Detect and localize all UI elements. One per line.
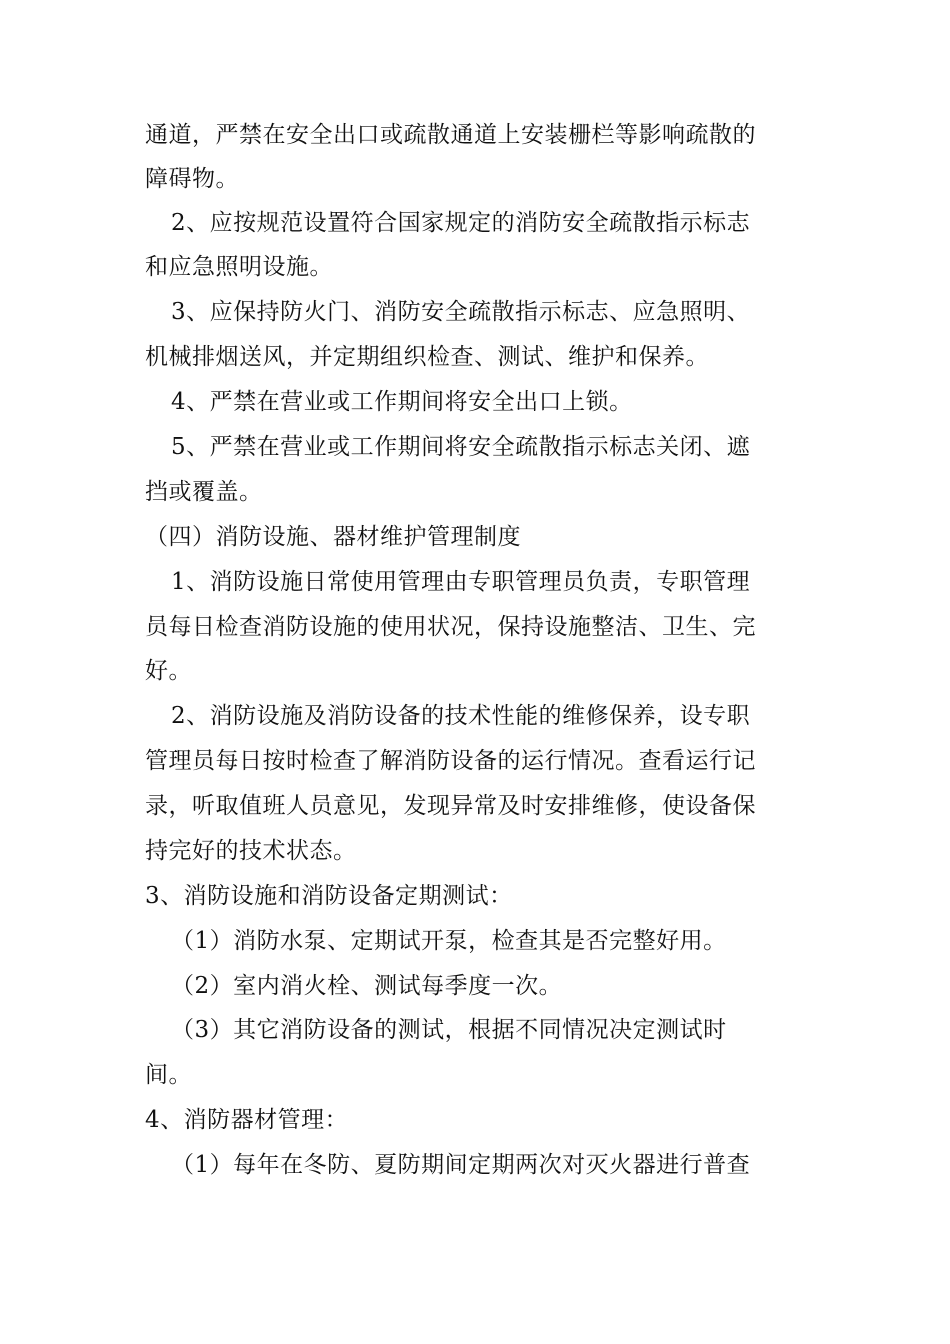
text-line: 录，听取值班人员意见，发现异常及时安排维修，使设备保 [145, 793, 756, 819]
text-line: 3、消防设施和消防设备定期测试： [145, 883, 513, 909]
text-line: 障碍物。 [145, 166, 239, 192]
text-line: （3）其它消防设备的测试，根据不同情况决定测试时 [171, 1017, 727, 1043]
text-line: 间。 [145, 1062, 192, 1088]
text-line: （2）室内消火栓、测试每季度一次。 [171, 973, 563, 999]
text-line: 4、严禁在营业或工作期间将安全出口上锁。 [171, 389, 633, 415]
text-line: 通道，严禁在安全出口或疏散通道上安装栅栏等影响疏散的 [145, 122, 756, 148]
text-line: 2、消防设施及消防设备的技术性能的维修保养，设专职 [171, 703, 751, 729]
text-line: 1、消防设施日常使用管理由专职管理员负责，专职管理 [171, 569, 751, 595]
text-line: 管理员每日按时检查了解消防设备的运行情况。查看运行记 [145, 748, 756, 774]
text-line: （1）每年在冬防、夏防期间定期两次对灭火器进行普查 [171, 1152, 751, 1178]
text-line: 3、应保持防火门、消防安全疏散指示标志、应急照明、 [171, 299, 751, 325]
text-line: 4、消防器材管理： [145, 1107, 349, 1133]
text-line: 员每日检查消防设施的使用状况，保持设施整洁、卫生、完 [145, 614, 756, 640]
text-line: （1）消防水泵、定期试开泵，检查其是否完整好用。 [171, 928, 727, 954]
text-line: 机械排烟送风，并定期组织检查、测试、维护和保养。 [145, 344, 709, 370]
text-line: 5、严禁在营业或工作期间将安全疏散指示标志关闭、遮 [171, 434, 751, 460]
text-line: 持完好的技术状态。 [145, 838, 357, 864]
text-line: 2、应按规范设置符合国家规定的消防安全疏散指示标志 [171, 210, 751, 236]
text-line: 挡或覆盖。 [145, 479, 263, 505]
text-line: 和应急照明设施。 [145, 254, 333, 280]
text-line: 好。 [145, 658, 192, 684]
section-heading: （四）消防设施、器材维护管理制度 [145, 524, 521, 550]
